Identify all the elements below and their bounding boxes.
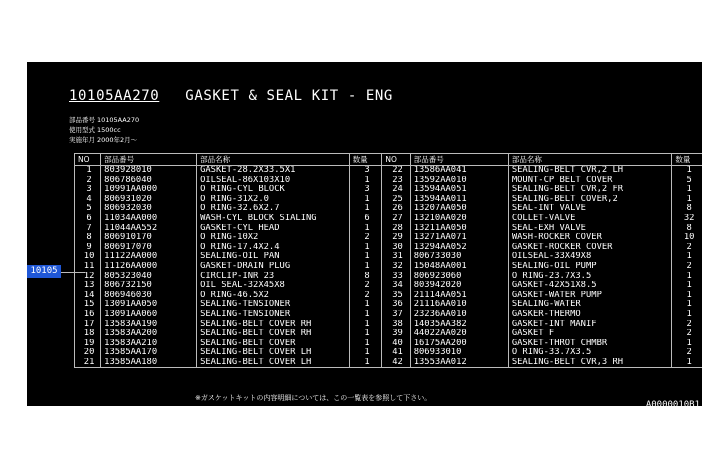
cell-qty: 2 — [672, 348, 702, 358]
cell-part-number: 803928010 — [101, 166, 197, 176]
table-row[interactable] — [75, 204, 702, 214]
cell-part-number: 23236AA010 — [410, 310, 508, 320]
cell-qty: 1 — [349, 195, 382, 205]
cell-qty: 1 — [349, 176, 382, 186]
cell-qty: 1 — [349, 329, 382, 339]
table-row[interactable] — [75, 358, 702, 368]
cell-part-name: SEAL-INT VALVE — [508, 204, 672, 214]
cell-no: 18 — [75, 329, 101, 339]
cell-part-name: SEALING-BELT CVR,3 RH — [508, 358, 672, 368]
cell-no: 23 — [382, 176, 410, 186]
cell-no: 34 — [382, 281, 410, 291]
cell-part-name: SEALING-BELT COVER LH — [197, 358, 350, 368]
table-row[interactable] — [75, 291, 702, 301]
table-row[interactable] — [75, 214, 702, 224]
cell-part-number: 21116AA010 — [410, 300, 508, 310]
cell-qty: 1 — [672, 252, 702, 262]
cell-no: 20 — [75, 348, 101, 358]
cell-qty: 1 — [349, 204, 382, 214]
cell-no: 17 — [75, 320, 101, 330]
cell-no: 25 — [382, 195, 410, 205]
cell-part-number: 15048AA001 — [410, 262, 508, 272]
cell-part-name: O RING-46.5X2 — [197, 291, 350, 301]
cell-part-number: 11126AA000 — [101, 262, 197, 272]
cell-part-name: GASKET-WATER PUMP — [508, 291, 672, 301]
cell-no: 32 — [382, 262, 410, 272]
cell-no: 28 — [382, 224, 410, 234]
cell-part-number: 806917070 — [101, 243, 197, 253]
cell-part-name: SEALING-OIL PAN — [197, 252, 350, 262]
cell-qty: 1 — [672, 339, 702, 349]
cell-part-name: GASKET-CYL HEAD — [197, 224, 350, 234]
cell-qty: 1 — [672, 195, 702, 205]
cell-part-name: GASKET-INT MANIF — [508, 320, 672, 330]
cell-no: 26 — [382, 204, 410, 214]
cell-part-name: GASKET-42X51X8.5 — [508, 281, 672, 291]
header-part-name: 部品名称 — [508, 154, 672, 166]
cell-no: 40 — [382, 339, 410, 349]
table-row[interactable] — [75, 243, 702, 253]
cell-part-number: 806786040 — [101, 176, 197, 186]
cell-no: 33 — [382, 272, 410, 282]
cell-no: 21 — [75, 358, 101, 368]
cell-part-name: WASH-CYL BLOCK SIALING — [197, 214, 350, 224]
cell-qty: 1 — [349, 262, 382, 272]
cell-qty: 2 — [672, 320, 702, 330]
cell-no: 29 — [382, 233, 410, 243]
cell-qty: 2 — [349, 233, 382, 243]
cell-qty: 1 — [672, 185, 702, 195]
table-row[interactable] — [75, 176, 702, 186]
cell-qty: 2 — [349, 291, 382, 301]
cell-part-number: 14035AA382 — [410, 320, 508, 330]
cell-no: 37 — [382, 310, 410, 320]
cell-part-name: MOUNT-CP BELT COVER — [508, 176, 672, 186]
cell-part-number: 806933010 — [410, 348, 508, 358]
header-qty: 数量 — [672, 154, 702, 166]
cell-qty: 1 — [672, 300, 702, 310]
cell-no: 3 — [75, 185, 101, 195]
header-part-name: 部品名称 — [197, 154, 350, 166]
cell-part-number: 13583AA190 — [101, 320, 197, 330]
callout-part-ref[interactable]: 10105 — [27, 265, 61, 278]
cell-qty: 2 — [349, 281, 382, 291]
header-qty: 数量 — [349, 154, 382, 166]
cell-no: 7 — [75, 224, 101, 234]
cell-no: 10 — [75, 252, 101, 262]
cell-part-name: GASKET-THROT CHMBR — [508, 339, 672, 349]
meta-row: 部品番号 10105AA270 — [69, 116, 140, 124]
cell-qty: 1 — [349, 243, 382, 253]
cell-part-number: 13585AA170 — [101, 348, 197, 358]
cell-no: 9 — [75, 243, 101, 253]
cell-part-number: 806733030 — [410, 252, 508, 262]
cell-no: 2 — [75, 176, 101, 186]
cell-qty: 1 — [672, 281, 702, 291]
cell-part-name: WASH-ROCKER COVER — [508, 233, 672, 243]
cell-part-number: 13294AA052 — [410, 243, 508, 253]
cell-part-name: SEALING-BELT COVER RH — [197, 329, 350, 339]
cell-part-number: 806732150 — [101, 281, 197, 291]
cell-qty: 1 — [349, 320, 382, 330]
cell-part-name: O RING-31X2.0 — [197, 195, 350, 205]
cell-no: 14 — [75, 291, 101, 301]
cell-no: 5 — [75, 204, 101, 214]
cell-qty: 1 — [349, 300, 382, 310]
cell-part-number: 13585AA180 — [101, 358, 197, 368]
cell-part-name: SEALING-OIL PUMP — [508, 262, 672, 272]
cell-part-number: 806946030 — [101, 291, 197, 301]
cell-qty: 2 — [672, 329, 702, 339]
cell-no: 30 — [382, 243, 410, 253]
cell-part-number: 806923060 — [410, 272, 508, 282]
cell-part-number: 805323040 — [101, 272, 197, 282]
cell-qty: 5 — [672, 176, 702, 186]
cell-no: 11 — [75, 262, 101, 272]
kit-part-number: 10105AA270 — [69, 88, 160, 104]
cell-qty: 2 — [672, 243, 702, 253]
cell-part-number: 10991AA000 — [101, 185, 197, 195]
kit-name: GASKET & SEAL KIT - ENG — [185, 88, 393, 104]
cell-part-name: CIRCLIP-INR 23 — [197, 272, 350, 282]
cell-no: 22 — [382, 166, 410, 176]
cell-part-number: 13594AA011 — [410, 195, 508, 205]
cell-part-name: GASKET-DRAIN PLUG — [197, 262, 350, 272]
cell-part-number: 806910170 — [101, 233, 197, 243]
header-part-number: 部品番号 — [410, 154, 508, 166]
cell-part-name: O RING-23.7X3.5 — [508, 272, 672, 282]
cell-part-name: GASKET F — [508, 329, 672, 339]
cell-no: 8 — [75, 233, 101, 243]
cell-part-number: 13271AA071 — [410, 233, 508, 243]
parts-diagram-sheet — [27, 62, 702, 406]
cell-part-number: 44022AA020 — [410, 329, 508, 339]
cell-part-name: SEALING-TENSIONER — [197, 300, 350, 310]
cell-part-name: O RING-33.7X3.5 — [508, 348, 672, 358]
cell-part-name: GASKET-28.2X33.5X1 — [197, 166, 350, 176]
cell-no: 19 — [75, 339, 101, 349]
cell-no: 42 — [382, 358, 410, 368]
cell-qty: 32 — [672, 214, 702, 224]
cell-part-number: 13583AA200 — [101, 329, 197, 339]
cell-qty: 2 — [672, 262, 702, 272]
cell-part-name: SEALING-BELT CVR,2 LH — [508, 166, 672, 176]
table-row[interactable] — [75, 272, 702, 282]
table-row[interactable] — [75, 233, 702, 243]
cell-part-name: O RING-32.6X2.7 — [197, 204, 350, 214]
cell-part-name: GASKER-THERMO — [508, 310, 672, 320]
cell-qty: 1 — [672, 358, 702, 368]
cell-no: 12 — [75, 272, 101, 282]
cell-part-number: 13594AA051 — [410, 185, 508, 195]
cell-qty: 1 — [349, 224, 382, 234]
cell-part-number: 11044AA552 — [101, 224, 197, 234]
cell-qty: 1 — [672, 272, 702, 282]
cell-no: 27 — [382, 214, 410, 224]
cell-part-number: 806931020 — [101, 195, 197, 205]
cell-part-number: 13210AA020 — [410, 214, 508, 224]
cell-part-name: COLLET-VALVE — [508, 214, 672, 224]
cell-no: 4 — [75, 195, 101, 205]
cell-part-number: 13091AA050 — [101, 300, 197, 310]
table-row[interactable] — [75, 300, 702, 310]
table-row[interactable] — [75, 185, 702, 195]
cell-qty: 3 — [349, 166, 382, 176]
cell-part-name: SEALING-BELT COVER LH — [197, 348, 350, 358]
table-row[interactable] — [75, 320, 702, 330]
cell-qty: 10 — [672, 233, 702, 243]
cell-no: 35 — [382, 291, 410, 301]
cell-qty: 1 — [349, 252, 382, 262]
cell-part-name: OILSEAL-33X49X8 — [508, 252, 672, 262]
cell-qty: 3 — [349, 185, 382, 195]
kit-meta — [69, 115, 139, 145]
cell-qty: 1 — [349, 348, 382, 358]
cell-part-name: SEALING-BELT CVR,2 FR — [508, 185, 672, 195]
cell-part-name: O RING-10X2 — [197, 233, 350, 243]
cell-qty: 1 — [672, 291, 702, 301]
cell-part-name: SEALING-TENSIONER — [197, 310, 350, 320]
cell-part-name: SEALING-BELT COVER,2 — [508, 195, 672, 205]
cell-part-number: 16175AA200 — [410, 339, 508, 349]
cell-qty: 8 — [672, 204, 702, 214]
cell-no: 38 — [382, 320, 410, 330]
cell-part-name: O RING-17.4X2.4 — [197, 243, 350, 253]
cell-qty: 1 — [349, 310, 382, 320]
cell-part-number: 13091AA060 — [101, 310, 197, 320]
cell-no: 6 — [75, 214, 101, 224]
cell-no: 36 — [382, 300, 410, 310]
table-row[interactable] — [75, 339, 702, 349]
cell-qty: 8 — [349, 272, 382, 282]
cell-part-number: 21114AA051 — [410, 291, 508, 301]
meta-row: 使用型式 1500cc — [69, 126, 121, 134]
cell-qty: 1 — [349, 358, 382, 368]
cell-no: 1 — [75, 166, 101, 176]
header-part-number: 部品番号 — [101, 154, 197, 166]
table-row[interactable] — [75, 310, 702, 320]
table-row[interactable] — [75, 166, 702, 176]
table-row[interactable] — [75, 329, 702, 339]
table-row[interactable] — [75, 281, 702, 291]
cell-part-name: OIL SEAL-32X45X8 — [197, 281, 350, 291]
cell-qty: 1 — [672, 310, 702, 320]
table-row[interactable] — [75, 348, 702, 358]
kit-title — [69, 88, 393, 104]
cell-no: 15 — [75, 300, 101, 310]
cell-part-name: OILSEAL-86X103X10 — [197, 176, 350, 186]
cell-part-number: 11122AA000 — [101, 252, 197, 262]
cell-part-name: SEALING-BELT COVER — [197, 339, 350, 349]
cell-part-number: 13207AA050 — [410, 204, 508, 214]
header-no: NO — [75, 154, 101, 166]
cell-part-number: 11034AA000 — [101, 214, 197, 224]
cell-qty: 1 — [349, 339, 382, 349]
cell-no: 31 — [382, 252, 410, 262]
table-row[interactable] — [75, 224, 702, 234]
footer-note: ※ガスケットキットの内容明細については、この一覧表を参照して下さい。 — [195, 394, 432, 402]
cell-no: 16 — [75, 310, 101, 320]
cell-part-number: 13592AA010 — [410, 176, 508, 186]
cell-part-name: SEAL-EXH VALVE — [508, 224, 672, 234]
cell-no: 41 — [382, 348, 410, 358]
cell-part-number: 13586AA041 — [410, 166, 508, 176]
cell-part-number: 13211AA050 — [410, 224, 508, 234]
cell-no: 24 — [382, 185, 410, 195]
cell-qty: 6 — [349, 214, 382, 224]
cell-part-name: SEALING-WATER — [508, 300, 672, 310]
parts-table — [74, 153, 702, 368]
cell-part-number: 803942020 — [410, 281, 508, 291]
cell-part-number: 806932030 — [101, 204, 197, 214]
cell-part-number: 13583AA210 — [101, 339, 197, 349]
cell-no: 13 — [75, 281, 101, 291]
table-row[interactable] — [75, 262, 702, 272]
table-row[interactable] — [75, 195, 702, 205]
drawing-code: A0000010B1 — [645, 400, 700, 406]
cell-part-name: GASKET-ROCKER COVER — [508, 243, 672, 253]
cell-part-name: O RING-CYL BLOCK — [197, 185, 350, 195]
table-row[interactable] — [75, 252, 702, 262]
cell-qty: 1 — [672, 166, 702, 176]
cell-part-number: 13553AA012 — [410, 358, 508, 368]
header-no: NO — [382, 154, 410, 166]
cell-part-name: SEALING-BELT COVER RH — [197, 320, 350, 330]
cell-qty: 8 — [672, 224, 702, 234]
meta-row: 実施年月 2000年2月〜 — [69, 136, 138, 144]
table-header-row — [75, 154, 702, 166]
cell-no: 39 — [382, 329, 410, 339]
